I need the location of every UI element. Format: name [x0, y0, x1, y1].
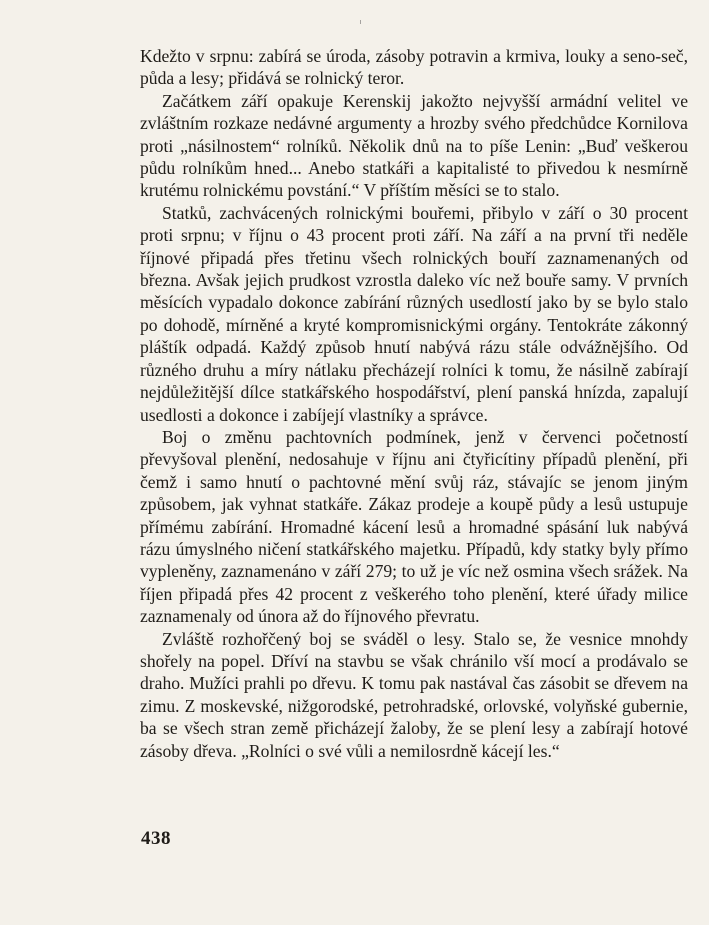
body-text [140, 45, 688, 762]
paragraph: Statků, zachvácených rolnickými bouřemi, přibylo v září o 30 procent proti srpnu; v říjnu o 43 procent proti září. Na září a na první tři neděle říjnové připadá přes třetinu všech rolnických bouří zaznamenaných od března. Avšak jejich prudkost vzrostla daleko víc než bouře samy. V prvních měsících vypadalo dokonce zabírání různých usedlostí jako by se bylo stalo po dohodě, mírněné a kryté kompromisnickými orgány. Tentokráte zákonný pláštík odpadá. Každý způsob hnutí nabývá rázu stále odvážnějšího. Od různého druhu a míry nátlaku přecházejí rolníci k tomu, že násilně zabírají nejdůležitější dílce statkářského hospodářství, plení panská hnízda, zapalují usedlosti a dokonce i zabíjejí vlastníky a správce. [140, 202, 688, 425]
paragraph: Boj o změnu pachtovních podmínek, jenž v červenci početností převyšoval plenění, nedosahuje v říjnu ani čtyřicítiny případů plenění, při čemž i samo hnutí o pachtovné mění svůj ráz, stávajíc se jenom jiným způsobem, jak vyhnat statkáře. Zákaz prodeje a koupě půdy a lesů ustupuje přímému zabírání. Hromadné kácení lesů a hromadné spásání luk nabývá rázu úmyslného ničení statkářského majetku. Případů, kdy statky byly přímo vypleněny, zaznamenáno v září 279; to už je víc než osmina všech srážek. Na říjen připadá přes 42 procent z veškerého toho plenění, které úřady milice zaznamenaly od února až do říjnového převratu. [140, 426, 688, 627]
paragraph: Začátkem září opakuje Kerenskij jakožto nejvyšší armádní velitel ve zvláštním rozkaze nedávné argumenty a hrozby svého předchůdce Kornilova proti „násilnostem“ rolníků. Několik dnů na to píše Lenin: „Buď veškerou půdu rolníkům hned... Anebo statkáři a kapitalisté to přivedou k nesmírně krutému rolnickému povstání.“ V příštím měsíci se to stalo. [140, 90, 688, 201]
paragraph: Kdežto v srpnu: zabírá se úroda, zásoby potravin a krmiva, louky a seno-seč, půda a lesy; přidává se rolnický teror. [140, 46, 688, 89]
page-number: 438 [141, 828, 171, 849]
paragraph: Zvláště rozhořčený boj se sváděl o lesy. Stalo se, že vesnice mnohdy shořely na popel. Dříví na stavbu se však chránilo vší mocí a prodávalo se draho. Mužíci prahli po dřevu. K tomu pak nastával čas zásobit se dřevem na zimu. Z moskevské, nižgorodské, petrohradské, orlovské, volyňské gubernie, ba se všech stran země přicházejí žaloby, že se plení lesy a zabírají hotové zásoby dřeva. „Rolníci o své vůli a nemilosrdně kácejí les.“ [140, 628, 688, 761]
print-speck [360, 20, 361, 24]
